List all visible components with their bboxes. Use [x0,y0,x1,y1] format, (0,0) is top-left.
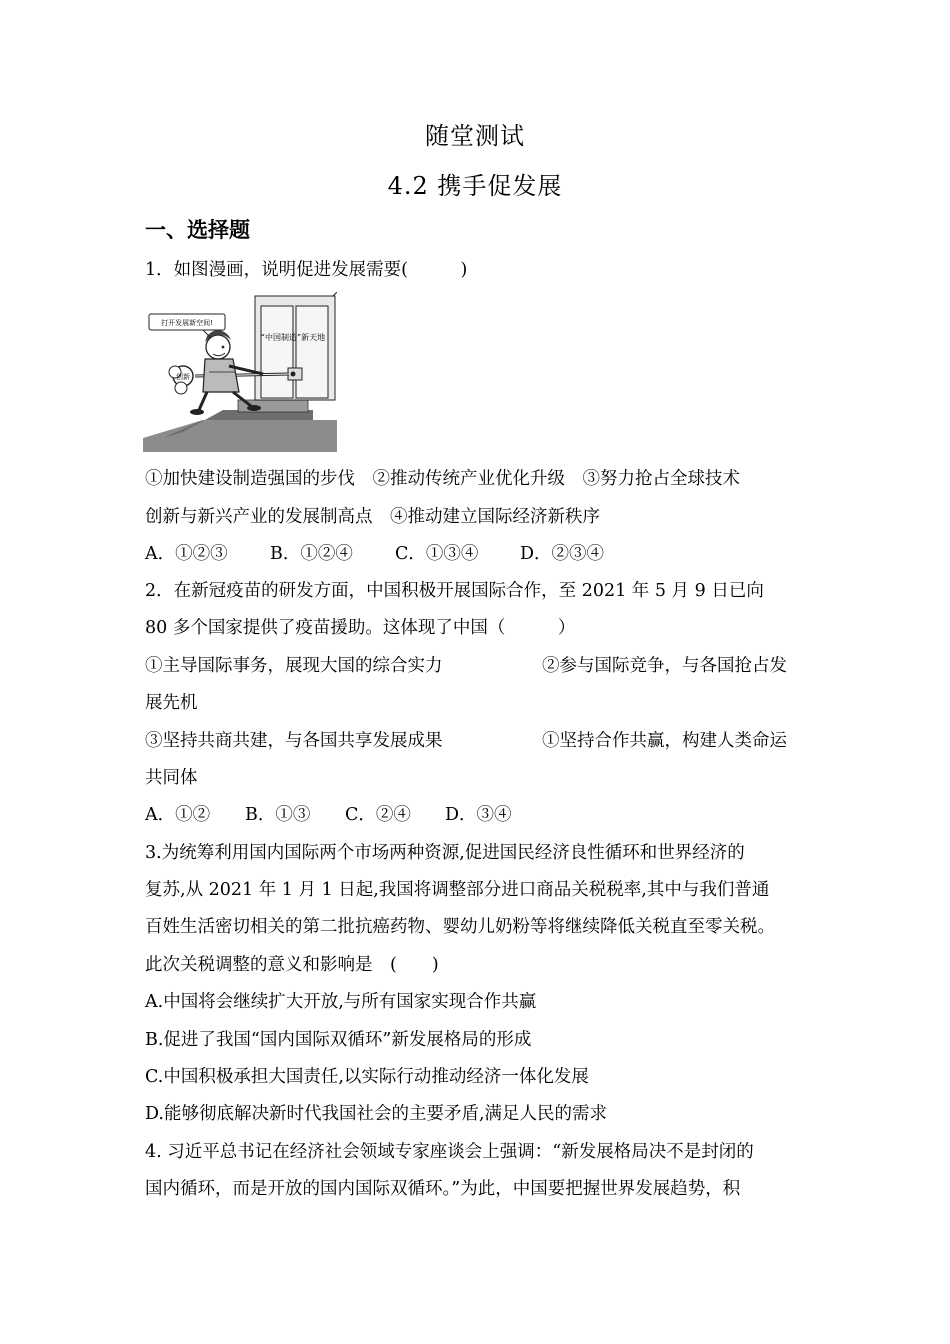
q4-stem-line1: 4. 习近平总书记在经济社会领域专家座谈会上强调：“新发展格局决不是封闭的 [145,1142,754,1162]
q1-cartoon-image [143,292,337,454]
q4-stem-line2: 国内循环，而是开放的国内国际双循环。”为此，中国要把握世界发展趋势，积 [145,1179,741,1199]
q1-answer-c: C．①③④ [395,544,479,564]
q2-answer-c: C．②④ [345,805,411,825]
doc-title: 随堂测试 [425,122,525,150]
q3-option-c: C.中国积极承担大国责任,以实际行动推动经济一体化发展 [145,1067,589,1087]
q1-options-line2: 创新与新兴产业的发展制高点 ④推动建立国际经济新秩序 [145,507,600,527]
q1-answer-b: B．①②④ [270,544,353,564]
q1-stem: 1．如图漫画，说明促进发展需要( ) [145,260,468,280]
q3-option-b: B.促进了我国“国内国际双循环”新发展格局的形成 [145,1030,532,1050]
q3-stem-line3: 百姓生活密切相关的第二批抗癌药物、婴幼儿奶粉等将继续降低关税直至零关税。 [145,917,775,937]
q2-answer-a: A．①② [145,805,211,825]
q1-key-caption: 创新 [176,373,190,381]
section-heading: 一、选择题 [145,217,250,242]
q1-answers [145,542,810,566]
q2-answers [145,803,810,827]
q2-option-1: ①主导国际事务，展现大国的综合实力 [145,656,443,676]
q2-stem-line2: 80 多个国家提供了疫苗援助。这体现了中国（ ） [145,618,576,638]
q2-option-3: ③坚持共商共建，与各国共享发展成果 [145,731,443,751]
q1-answer-d: D．②③④ [520,544,605,564]
q1-door-caption: “中国制造”新天地 [260,333,326,342]
q3-option-d: D.能够彻底解决新时代我国社会的主要矛盾,满足人民的需求 [145,1104,608,1124]
q2-option-2-cont: 展先机 [145,693,198,713]
q1-options-line1: ①加快建设制造强国的步伐 ②推动传统产业优化升级 ③努力抢占全球技术 [145,469,740,489]
q2-option-row2 [145,729,810,753]
q2-option-2: ②参与国际竞争，与各国抢占发 [542,656,787,676]
q2-answer-d: D．③④ [445,805,512,825]
q3-stem-line1: 3.为统筹利用国内国际两个市场两种资源,促进国民经济良性循环和世界经济的 [145,843,745,863]
q2-option-4: ①坚持合作共赢，构建人类命运 [542,731,787,751]
q3-option-a: A.中国将会继续扩大开放,与所有国家实现合作共赢 [145,992,537,1012]
q1-speech-caption: 打开发展新空间! [161,319,213,327]
q3-stem-line4: 此次关税调整的意义和影响是 ( ) [145,955,439,975]
q3-stem-line2: 复苏,从 2021 年 1 月 1 日起,我国将调整部分进口商品关税税率,其中与我们普通 [145,880,770,900]
q1-answer-a: A．①②③ [145,544,228,564]
q2-stem-line1: 2．在新冠疫苗的研发方面，中国积极开展国际合作，至 2021 年 5 月 9 日已向 [145,581,764,601]
doc-subtitle: 4.2 携手促发展 [387,172,563,200]
q2-option-row1 [145,654,810,678]
q2-option-4-cont: 共同体 [145,768,198,788]
q2-answer-b: B．①③ [245,805,311,825]
